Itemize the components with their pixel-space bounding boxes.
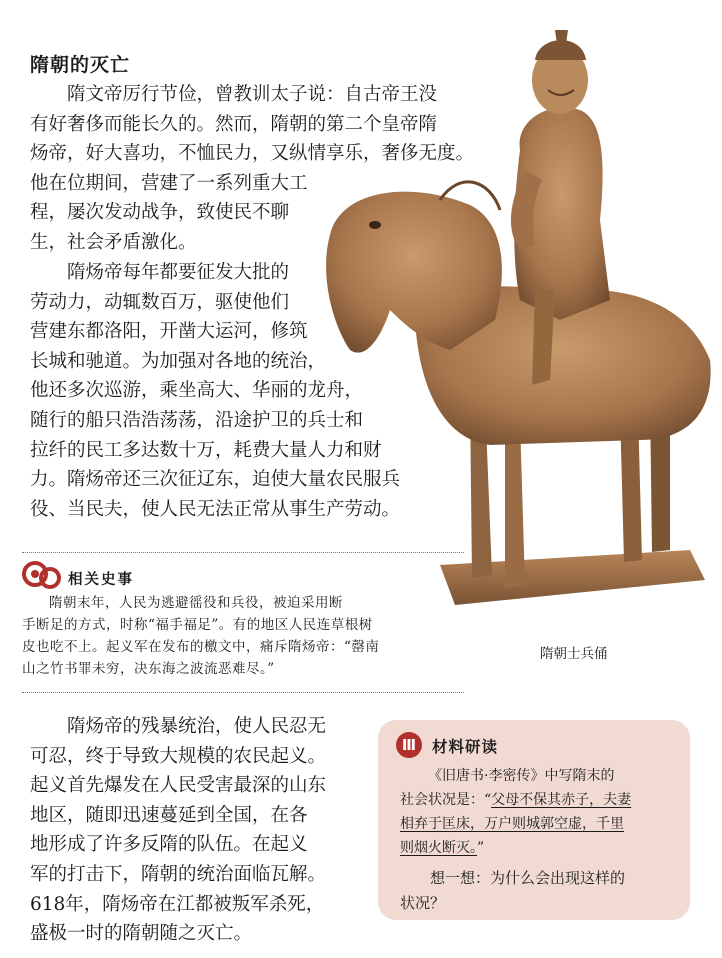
text-line: 隋炀帝的残暴统治，使人民忍无 [67, 716, 327, 737]
text-line: 生，社会矛盾激化。 [30, 231, 197, 253]
text-span: 社会状况是：“ [400, 792, 492, 808]
text-span: 则烟火断灭。 [400, 840, 477, 856]
text-line: 炀帝，好大喜功，不恤民力，又纵情享乐，奢侈无度。 [30, 143, 475, 165]
text-line: 地区，随即迅速蔓延到全国，在各 [30, 804, 308, 826]
text-line: 隋朝末年，人民为逃避徭役和兵役，被迫采用断 [49, 595, 343, 611]
text-line: 长城和驰道。为加强对各地的统治， [30, 350, 327, 372]
text-line: 他还多次巡游，乘坐高大、华丽的龙舟， [30, 380, 364, 402]
divider [22, 692, 464, 693]
text-line: 618年，隋炀帝在江都被叛军杀死， [30, 893, 325, 915]
material-quote [400, 764, 680, 860]
text-line: 状况？ [400, 894, 446, 912]
text-line: 想一想：为什么会出现这样的 [430, 869, 626, 887]
text-span: ” [477, 840, 485, 856]
text-line: 营建东都洛阳，开凿大运河，修筑 [30, 321, 308, 343]
text-line: 盛极一时的隋朝随之灭亡。 [30, 923, 253, 945]
text-line: 劳动力，动辄数百万，驱使他们 [30, 291, 290, 313]
material-reading-title: 材料研读 [432, 738, 499, 756]
text-line: 隋炀帝每年都要征发大批的 [67, 262, 290, 283]
divider [22, 552, 464, 553]
material-reading-box [378, 720, 690, 920]
text-line: 随行的船只浩浩荡荡，沿途护卫的兵士和 [30, 409, 364, 431]
text-line: 有好奢侈而能长久的。然而，隋朝的第二个皇帝隋 [30, 113, 438, 135]
text-line: 力。隋炀帝还三次征辽东，迫使大量农民服兵 [30, 469, 401, 491]
soldier-figurine-image [320, 20, 722, 620]
text-line: 军的打击下，隋朝的统治面临瓦解。 [30, 863, 327, 885]
text-line: 地形成了许多反隋的队伍。在起义 [30, 834, 308, 856]
text-line: 起义首先爆发在人民受害最深的山东 [30, 775, 327, 797]
text-line [400, 836, 680, 860]
text-line: 相弃于匡床，万户则城郭空虚，千里 [400, 816, 624, 832]
text-line: 《旧唐书·李密传》中写隋末的 [428, 768, 615, 784]
text-line: 山之竹书罪未穷，决东海之波流恶难尽。” [22, 661, 275, 677]
text-line: 可忍，终于导致大规模的农民起义。 [30, 745, 327, 767]
related-history-text [22, 592, 464, 680]
related-history-icon [22, 556, 64, 592]
text-line: 手断足的方式，时称“福手福足”。有的地区人民连草根树 [22, 617, 373, 633]
text-line: 他在位期间，营建了一系列重大工 [30, 172, 308, 194]
material-reading-icon: Ⅲ [396, 732, 422, 758]
text-line: 隋文帝厉行节俭，曾教训太子说：自古帝王没 [67, 84, 438, 105]
section-title: 隋朝的灭亡 [30, 54, 131, 76]
text-line: 程，屡次发动战争，致使民不聊 [30, 202, 290, 224]
paragraph-3 [30, 712, 326, 949]
figure-caption: 隋朝士兵俑 [540, 646, 608, 662]
text-line [400, 788, 680, 812]
text-line: 拉纤的民工多达数十万，耗费大量人力和财 [30, 439, 382, 461]
related-history-title: 相关史事 [68, 572, 134, 588]
text-line: 役、当民夫，使人民无法正常从事生产劳动。 [30, 498, 401, 520]
think-question [400, 866, 680, 916]
text-span: 父母不保其赤子，夫妻 [491, 792, 632, 808]
related-history-box [22, 548, 464, 698]
text-line: 皮也吃不上。起义军在发布的檄文中，痛斥隋炀帝：“罄南 [22, 639, 380, 655]
